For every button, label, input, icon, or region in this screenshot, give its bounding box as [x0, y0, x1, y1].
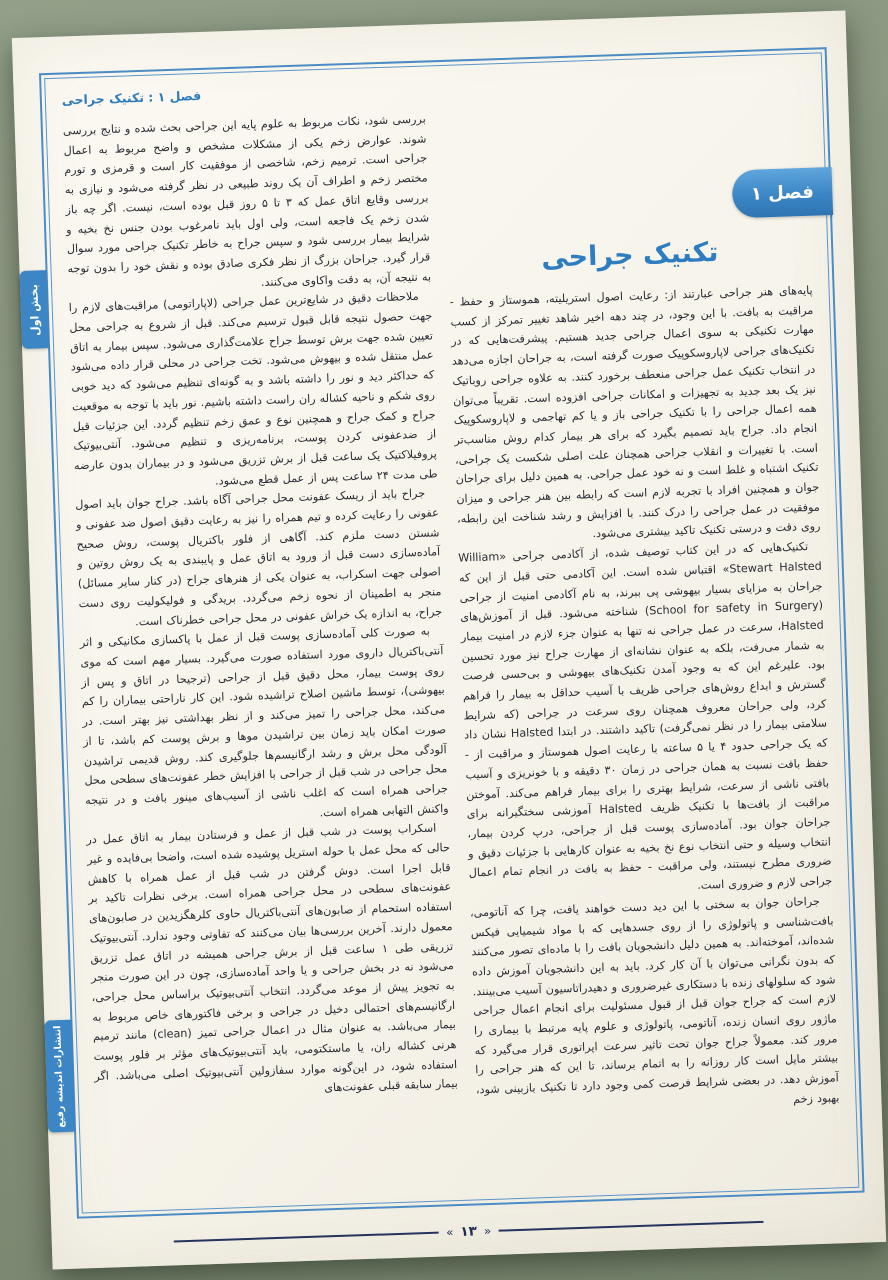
page-border-frame — [26, 47, 865, 1218]
footer-right-chevron-icon: » — [445, 1225, 454, 1240]
book-page — [12, 11, 886, 1270]
section-side-tab-label: بخش اول — [26, 283, 42, 336]
chapter-tab-spacer — [442, 66, 810, 246]
paragraph: بررسی شود، نکات مربوط به علوم پایه این جراحی بحث شده و نتایج بررسی شوند. عوارض زخم یکی از مشکلات مشخص و واضح مربوط به اعمال جراحی است. ترمیم زخم، شاخصی از موفقیت کار است و قرمزی و تورم مختصر زخم و اطراف آن یک روند طبیعی در نظر گرفته می‌شود و نیازی به بررسی وقایع اتاق عمل که ۳ تا ۵ روز قبل بوده است، نیست. اگر چه باز شدن زخم یک فاجعه است، ولی اول باید نامرغوب بودن جنس نخ بخیه و شرایط بیمار بررسی شود و سپس جراح به خاطر تکنیک جراحی مورد سوال قرار گیرد. جراحان بزرگ از نظر فکری صادق بوده و نقش خود را بدون توجه به نتیجه آن، به دقت واکاوی می‌کنند. — [62, 112, 432, 289]
publisher-side-tab — [44, 1020, 75, 1133]
page-footer — [52, 1210, 886, 1254]
paragraph: جراحان جوان به سختی با این دید دست خواهند یافت، چرا که آناتومی، بافت‌شناسی و پاتولوژی را از روی جسدهایی که با مواد شیمیایی فیکس شده‌اند، آموخته‌اند. به همین دلیل دانشجویان بافت را با ماده‌ای تصور می‌کنند که بدون نگرانی می‌توان با آن کار کرد. باید به این دانشجویان آموزش داده شود که سلولهای زنده با دستکاری غیرضروری و دهیدراتاسیون آسیب می‌بینند. لازم است که جراح جوان قبل از قبول مسئولیت برای انجام اعمال جراحی ماژور روی انسان زنده، آناتومی، پاتولوژی و علوم پایه مرتبط با بیماری را مرور کند. معمولاً جراح جوان تحت تاثیر سرعت اپراتوری قرار می‌گیرد که بیشتر مایل است کار روزانه را به اتمام برساند، تا این که هنر جراحی را آموزش دهد. در بعضی شرایط فرصت کمی وجود دارد تا تکنیک بازبینی شود، بهبود زخم — [469, 894, 840, 1106]
column-left — [62, 79, 462, 1204]
footer-rule-right — [174, 1232, 439, 1242]
footer-rule-left — [498, 1221, 763, 1231]
column-right — [442, 66, 842, 1191]
publisher-side-tab-label: انتشارات اندیشه رفیع — [52, 1024, 67, 1128]
text-columns — [45, 53, 858, 1212]
footer-left-chevron-icon: « — [483, 1223, 492, 1239]
paragraph: تکنیک‌هایی که در این کتاب توصیف شده، از آکادمی جراحی «William Stewart Halsted» اقتباس شده است. این آکادمی حتی قبل از این که جراحان به مزایای بسیار بیهوشی پی ببرند، به نام آکادمی امنیت از جراحی (School for safety in Surgery) شناخته می‌شود. قبل از آموزش‌های Halsted، سرعت در عمل جراحی نه تنها به عنوان جزء لازم در امنیت بیمار به شمار می‌رفت، بلکه به عنوان نشانه‌ای از مهارت جراح نیز مورد تحسین بود. علیرغم این که به وجود آمدن تکنیک‌های بیهوشی و بی‌حسی فرصت گسترش و ابداع روش‌های جراحی ظریف با آسیب حداقل به بیمار را فراهم کرد، ولی جراحان معروف همچنان روی سرعت در جراحی (که شرایط سلامتی بیمار را در نظر نمی‌گرفت) تاکید داشتند. در ابتدا Halsted نشان داد که یک جراحی حدود ۴ یا ۵ ساعته با رعایت اصول هموستاز و مراقبت از - حفظ بافت نسبت به همان جراحی در زمان ۳۰ دقیقه و با خونریزی و آسیب بافتی ناشی از سرعت، شرایط بهتری را برای بیمار فراهم می‌کند. آموختن مراقبت از بافت‌ها با تکنیک ظریف Halsted آموزشی سختگیرانه برای جراحان جوان بود. آماده‌سازی پوست قبل از جراحی، درپ کردن بیمار، انتخاب وسیله و حتی انتخاب نوع نخ بخیه به عنوان کارهایی با جزئیات دقیق و ضروری مطرح نیستند، ولی مراقبت - حفظ به بافت در انجام تمام اعمال جراحی لازم و ضروری است. — [458, 540, 833, 892]
paragraph: ملاحظات دقیق در شایع‌ترین عمل جراحی (لاپاراتومی) مراقبت‌های لازم را جهت حصول نتیجه قابل قبول ترسیم می‌کند. قبل از شروع به جراحی محل تعیین شده جهت برش توسط جراح علامت‌گذاری می‌شود. سپس بیمار به اتاق عمل منتقل شده و بیهوش می‌شود. تخت جراحی در محلی قرار داده می‌شود که حداکثر دید و نور را داشته باشد و به گونه‌ای تنظیم می‌شود که دید خوبی روی شکم و ناحیه کشاله ران راست داشته باشیم. نور باید با توجه به موقعیت جراح و کمک جراح و همچنین نوع و عمق زخم تنظیم گردد. این جزئیات قبل از ضدعفونی کردن پوست، برنامه‌ریزی و تنظیم می‌شود. آنتی‌بیوتیک پروفیلاکتیک یک ساعت قبل از برش تزریق می‌شود و در بیماران بدون عارضه طی مدت ۲۴ ساعت پس از عمل قطع می‌شود. — [68, 290, 438, 488]
paragraph: اسکراب پوست در شب قبل از عمل و فرستادن بیمار به اتاق عمل در حالی که محل عمل با حوله استریل پوشیده شده است، واضحا بی‌فایده و غیر قابل اجرا است. دوش گرفتن در شب قبل از عمل همراه با کاهش عفونت‌های سطحی در محل جراحی همراه است. برخی نظرات تاکید بر استفاده استحمام از صابون‌های آنتی‌باکتریال حاوی کلرهگزیدین در صابون‌های معمول دارند. آخرین بررسی‌ها بیان می‌کنند که تفاوتی وجود ندارد. آنتی‌بیوتیک تزریقی طی ۱ ساعت قبل از برش جراحی همیشه در اتاق عمل تزریق می‌شود نه در بخش جراحی و یا واحد آماده‌سازی، چون در این صورت منجر به تجویز پیش از موعد می‌گردد. انتخاب آنتی‌بیوتیک براساس محل جراحی، ارگانیسم‌های احتمالی دخیل در جراحی و برخی فاکتورهای خاص مربوط به بیمار می‌باشد. به عنوان مثال در اعمال جراحی تمیز (clean) مانند ترمیم هرنی کشاله ران، یا ماستکتومی، باید آنتی‌بیوتیک‌های مؤثر بر فلور پوست استفاده شود، در این‌گونه موارد سفازولین آنتی‌بیوتیک اصلی می‌باشد. اگر بیمار سابقه قبلی عفونت‌های — [86, 821, 458, 1095]
paragraph: جراح باید از ریسک عفونت محل جراحی آگاه باشد. جراح جوان باید اصول عفونی را رعایت کرده و تیم همراه را نیز به رعایت دقیق اصول ضد عفونی و شستن دست ملزم کند. آگاهی از فلور باکتریال پوست، روش صحیح آماده‌سازی دست قبل از ورود به اتاق عمل و پایبندی به یک روش روتین و اصولی جهت اسکراب، به عنوان یکی از هنرهای جراح (در کنار سایر مسائل) منجر به اطمینان از نحوه زخم می‌گردد. بریدگی و فولیکولیت روی دست جراح، به اندازه یک خراش عفونی در محل جراحی خطرناک است. — [75, 487, 443, 628]
chapter-tab-label: فصل ۱ — [750, 181, 815, 205]
chapter-title: تکنیک جراحی — [540, 236, 719, 274]
running-header: فصل ۱ : تکنیک جراحی — [61, 87, 202, 108]
page-number: ۱۳ — [460, 1223, 478, 1240]
paragraph: به صورت کلی آماده‌سازی پوست قبل از عمل با پاکسازی مکانیکی و اثر آنتی‌باکتریال داروی مورد استفاده صورت می‌گیرد. بسیار مهم است که موی روی پوست بیمار، محل دقیق قبل از جراحی (ترجیحا در اتاق و پس از بیهوشی)، توسط ماشین اصلاح تراشیده شود. این کار ناراحتی بیماران را کم می‌کند، محل جراحی را تمیز می‌کند و از نظر بهداشتی نیز بهتر است. در صورت امکان باید زمان بین تراشیدن موها و برش پوست کم باشد، تا از آلودگی محل برش و رشد ارگانیسم‌ها جلوگیری کند. روش قدیمی تراشیدن محل جراحی در شب قبل از جراحی با افزایش خطر عفونت‌های سطحی محل جراحی همراه است که اغلب ناشی از آسیب‌های مینور بافت و در نتیجه واکنش التهابی همراه است. — [79, 624, 449, 819]
paragraph: پایه‌های هنر جراحی عبارتند از: رعایت اصول استریلیته، هموستاز و حفظ - مراقبت به بافت. با این وجود، در چند دهه اخیر شاهد تغییر تمرکز از کسب مهارت تکنیکی به سوی اعمال جراحی جدید هستیم. پیشرفت‌هایی که در تکنیک‌های جراحی لاپاروسکوپیک صورت گرفته است، به جراحان اجازه می‌دهد در انتخاب تکنیک عمل جراحی منعطف برخورد کنند. به علاوه جراحی روباتیک نیز یک بعد جدید به تجهیزات و امکانات جراحی افزوده است. تقریباً می‌توان همه اعمال جراحی را با تکنیک جراحی باز و یا کم تهاجمی و لاپاروسکوپیک انجام داد. جراح باید تصمیم بگیرد که برای هر بیمار کدام روش مناسب‌تر است. با تغییرات و انقلاب جراحی همچنان علت اصلی شکست یک جراحی، تکنیک اشتباه و غلط است و نه خود عمل جراحی. به همین دلیل برای جراحان جوان و همچنین افراد با تجربه لازم است که رابطه بین هنر جراحی و میزان موفقیت در عمل جراحی را درک کنند. با افزایش و رشد شناخت این رابطه، روی دقت و درستی تکنیک تاکید بیشتری می‌شود. — [449, 283, 821, 541]
section-side-tab — [20, 270, 50, 349]
